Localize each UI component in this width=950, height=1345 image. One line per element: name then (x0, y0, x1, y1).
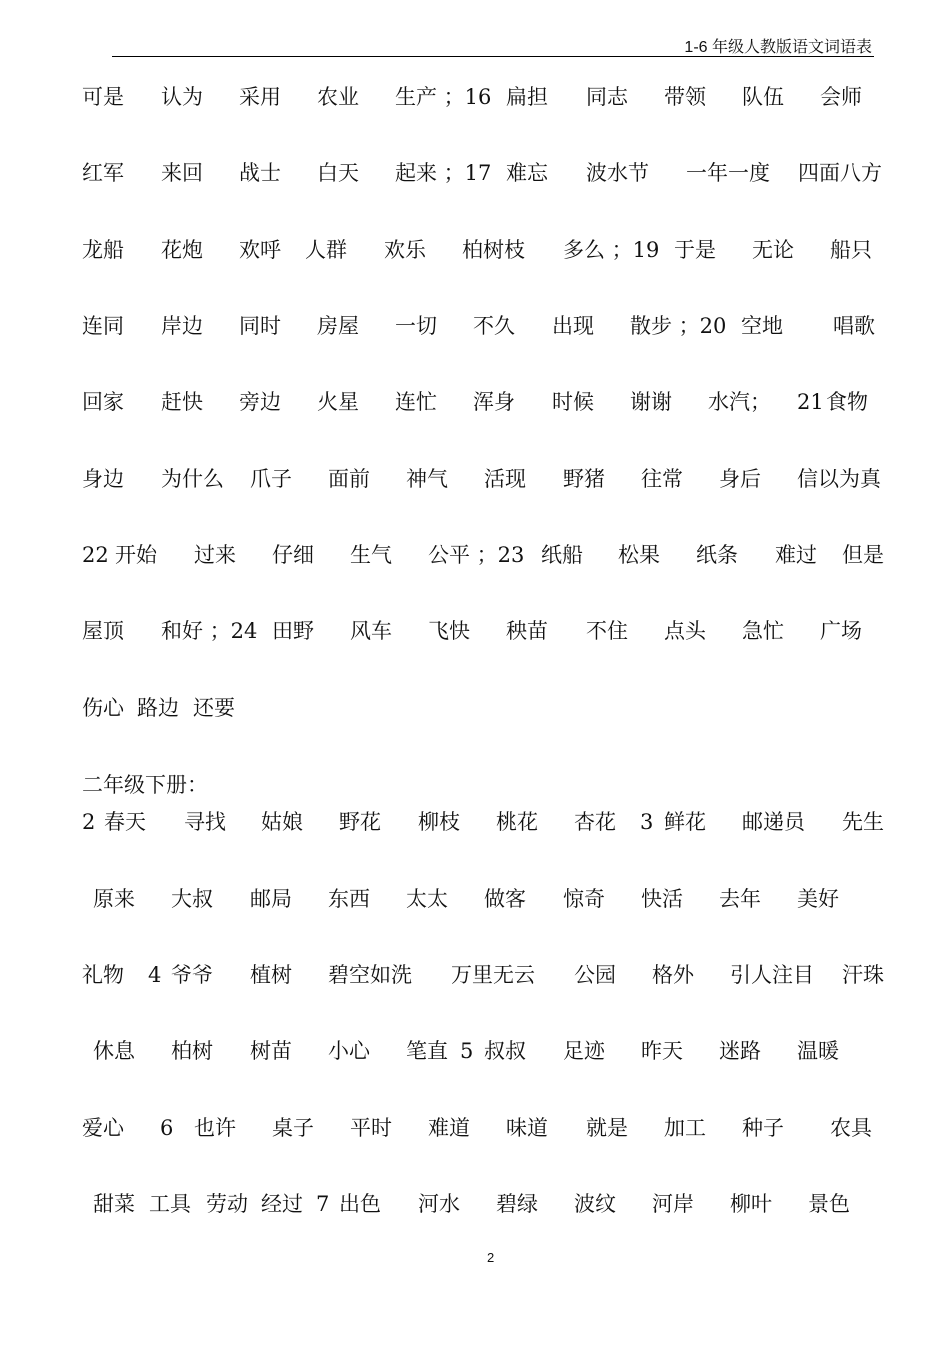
vocab-word: 快活 (641, 887, 683, 911)
vocab-word: 往常 (641, 467, 683, 491)
vocab-word: 农具 (830, 1116, 872, 1140)
vocab-word: 赶快 (161, 390, 203, 414)
vocab-word: 纸条 (696, 543, 738, 567)
vocab-word: 面前 (328, 467, 370, 491)
vocab-word: 笔直 (406, 1039, 448, 1063)
vocab-word: 花炮 (161, 238, 203, 262)
vocab-word: 碧绿 (496, 1192, 538, 1216)
vocab-word: 寻找 (184, 810, 226, 834)
vocab-word: 认为 (161, 85, 203, 109)
page-number: 2 (487, 1250, 495, 1265)
vocab-word: 经过 (261, 1192, 303, 1216)
vocab-word: 多么 ；19 (563, 238, 660, 262)
vocab-word: 昨天 (641, 1039, 683, 1063)
vocab-word: 6 (160, 1116, 174, 1140)
word-line (0, 82, 950, 112)
vocab-word: 先生 (842, 810, 884, 834)
vocab-word: 美好 (797, 887, 839, 911)
vocab-word: 波水节 (586, 161, 649, 185)
vocab-word: 爱心 (82, 1116, 124, 1140)
vocab-word: 会师 (820, 85, 862, 109)
vocab-word: 活现 (484, 467, 526, 491)
vocab-word: 还要 (193, 696, 235, 720)
vocab-word: 可是 (82, 85, 124, 109)
vocab-word: 野猪 (563, 467, 605, 491)
vocab-word: 22 (82, 543, 109, 567)
vocab-word: 岸边 (161, 314, 203, 338)
vocab-word: 柏树枝 (462, 238, 525, 262)
vocab-word: 于是 (674, 238, 716, 262)
vocab-word: 桃花 (496, 810, 538, 834)
vocab-word: 信以为真 (797, 467, 881, 491)
vocab-word: 回家 (82, 390, 124, 414)
vocab-word: 去年 (719, 887, 761, 911)
header-title: 1-6 年级人教版语文词语表 (684, 39, 872, 56)
vocab-word: 叔叔 (484, 1039, 526, 1063)
vocab-word: 过来 (194, 543, 236, 567)
vocab-word: 不住 (586, 619, 628, 643)
vocab-word: 植树 (250, 963, 292, 987)
vocab-word: 景色 (808, 1192, 850, 1216)
vocab-word: 21 (797, 390, 824, 414)
word-line (0, 311, 950, 341)
vocab-word: 格外 (652, 963, 694, 987)
vocab-word: 水汽； (708, 390, 771, 414)
vocab-word: 时候 (552, 390, 594, 414)
vocab-word: 也许 (194, 1116, 236, 1140)
vocab-word: 爷爷 (171, 963, 213, 987)
vocab-word: 连忙 (395, 390, 437, 414)
vocab-word: 四面八方 (798, 161, 882, 185)
vocab-word: 屋顶 (82, 619, 124, 643)
vocab-word: 起来 ；17 (395, 161, 492, 185)
vocab-word: 来回 (161, 161, 203, 185)
vocab-word: 风车 (350, 619, 392, 643)
vocab-word: 点头 (664, 619, 706, 643)
vocab-word: 生气 (350, 543, 392, 567)
vocab-word: 同志 (586, 85, 628, 109)
vocab-word: 春天 (104, 810, 146, 834)
vocab-word: 采用 (239, 85, 281, 109)
vocab-word: 4 (148, 963, 162, 987)
word-line (0, 464, 950, 494)
vocab-word: 邮局 (250, 887, 292, 911)
vocab-word: 就是 (586, 1116, 628, 1140)
vocab-word: 秧苗 (506, 619, 548, 643)
vocab-word: 工具 (149, 1192, 191, 1216)
vocab-word: 引人注目 (730, 963, 814, 987)
vocab-word: 房屋 (317, 314, 359, 338)
vocab-word: 温暖 (797, 1039, 839, 1063)
vocab-word: 空地 (741, 314, 783, 338)
vocab-word: 身后 (719, 467, 761, 491)
vocab-word: 东西 (328, 887, 370, 911)
vocab-word: 和好 ；24 (161, 619, 258, 643)
vocab-word: 柳枝 (418, 810, 460, 834)
vocab-word: 散步 ；20 (630, 314, 727, 338)
vocab-word: 船只 (830, 238, 872, 262)
vocab-word: 食物 (826, 390, 868, 414)
vocab-word: 火星 (317, 390, 359, 414)
vocab-word: 难过 (775, 543, 817, 567)
vocab-word: 仔细 (272, 543, 314, 567)
vocab-word: 足迹 (563, 1039, 605, 1063)
vocab-word: 一切 (395, 314, 437, 338)
word-line (0, 158, 950, 188)
vocab-word: 难道 (428, 1116, 470, 1140)
page-header (112, 30, 874, 57)
vocab-word: 公平 ；23 (428, 543, 525, 567)
vocab-word: 谢谢 (630, 390, 672, 414)
vocab-word: 平时 (350, 1116, 392, 1140)
vocab-word: 神气 (406, 467, 448, 491)
vocab-word: 加工 (664, 1116, 706, 1140)
vocab-word: 扁担 (506, 85, 548, 109)
vocab-word: 河水 (418, 1192, 460, 1216)
vocab-word: 急忙 (742, 619, 784, 643)
vocab-word: 种子 (742, 1116, 784, 1140)
vocab-word: 生产 ；16 (395, 85, 492, 109)
vocab-word: 甜菜 (93, 1192, 135, 1216)
vocab-word: 纸船 (541, 543, 583, 567)
vocab-word: 公园 (574, 963, 616, 987)
word-line (0, 235, 950, 265)
word-line (0, 1113, 950, 1143)
vocab-word: 白天 (317, 161, 359, 185)
vocab-word: 桌子 (272, 1116, 314, 1140)
vocab-word: 同时 (239, 314, 281, 338)
vocab-word: 开始 (115, 543, 157, 567)
vocab-word: 爪子 (250, 467, 292, 491)
vocab-word: 欢呼 (239, 238, 281, 262)
vocab-word: 汗珠 (842, 963, 884, 987)
vocab-word: 松果 (618, 543, 660, 567)
word-line (0, 807, 950, 837)
word-line (0, 616, 950, 646)
vocab-word: 一年一度 (686, 161, 770, 185)
vocab-word: 原来 (93, 887, 135, 911)
word-line (0, 1036, 950, 1066)
vocab-word: 邮递员 (742, 810, 805, 834)
vocab-word: 3 (640, 810, 654, 834)
vocab-word: 大叔 (171, 887, 213, 911)
word-line (0, 960, 950, 990)
vocab-word: 连同 (82, 314, 124, 338)
section-heading: 二年级下册： (82, 773, 208, 797)
vocab-word: 但是 (842, 543, 884, 567)
vocab-word: 太太 (406, 887, 448, 911)
vocab-word: 做客 (484, 887, 526, 911)
word-line (0, 884, 950, 914)
vocab-word: 浑身 (473, 390, 515, 414)
vocab-word: 农业 (317, 85, 359, 109)
vocab-word: 为什么 (161, 467, 224, 491)
vocab-word: 劳动 (206, 1192, 248, 1216)
vocab-word: 杏花 (574, 810, 616, 834)
vocab-word: 7 (316, 1192, 330, 1216)
word-line (0, 387, 950, 417)
vocab-word: 龙船 (82, 238, 124, 262)
vocab-word: 鲜花 (664, 810, 706, 834)
vocab-word: 带领 (664, 85, 706, 109)
vocab-word: 无论 (752, 238, 794, 262)
vocab-word: 人群 (305, 238, 347, 262)
vocab-word: 伤心 (82, 696, 124, 720)
vocab-word: 姑娘 (261, 810, 303, 834)
vocab-word: 飞快 (428, 619, 470, 643)
vocab-word: 迷路 (719, 1039, 761, 1063)
vocab-word: 身边 (82, 467, 124, 491)
word-line (0, 540, 950, 570)
vocab-word: 欢乐 (384, 238, 426, 262)
vocab-word: 礼物 (82, 963, 124, 987)
vocab-word: 难忘 (506, 161, 548, 185)
vocab-word: 出现 (552, 314, 594, 338)
vocab-word: 5 (460, 1039, 474, 1063)
vocab-word: 惊奇 (563, 887, 605, 911)
vocab-word: 广场 (820, 619, 862, 643)
vocab-word: 不久 (473, 314, 515, 338)
word-line (0, 693, 950, 723)
vocab-word: 树苗 (250, 1039, 292, 1063)
vocab-word: 队伍 (742, 85, 784, 109)
vocab-word: 休息 (93, 1039, 135, 1063)
vocab-word: 碧空如洗 (328, 963, 412, 987)
vocab-word: 2 (82, 810, 96, 834)
vocab-word: 战士 (239, 161, 281, 185)
vocab-word: 柳叶 (730, 1192, 772, 1216)
vocab-word: 红军 (82, 161, 124, 185)
vocab-word: 波纹 (574, 1192, 616, 1216)
word-line (0, 1189, 950, 1219)
vocab-word: 路边 (137, 696, 179, 720)
vocab-word: 河岸 (652, 1192, 694, 1216)
vocab-word: 万里无云 (451, 963, 535, 987)
vocab-word: 味道 (506, 1116, 548, 1140)
vocab-word: 野花 (339, 810, 381, 834)
vocab-word: 小心 (328, 1039, 370, 1063)
vocab-word: 旁边 (239, 390, 281, 414)
vocab-word: 出色 (339, 1192, 381, 1216)
vocab-word: 田野 (272, 619, 314, 643)
vocab-word: 柏树 (171, 1039, 213, 1063)
vocab-word: 唱歌 (833, 314, 875, 338)
